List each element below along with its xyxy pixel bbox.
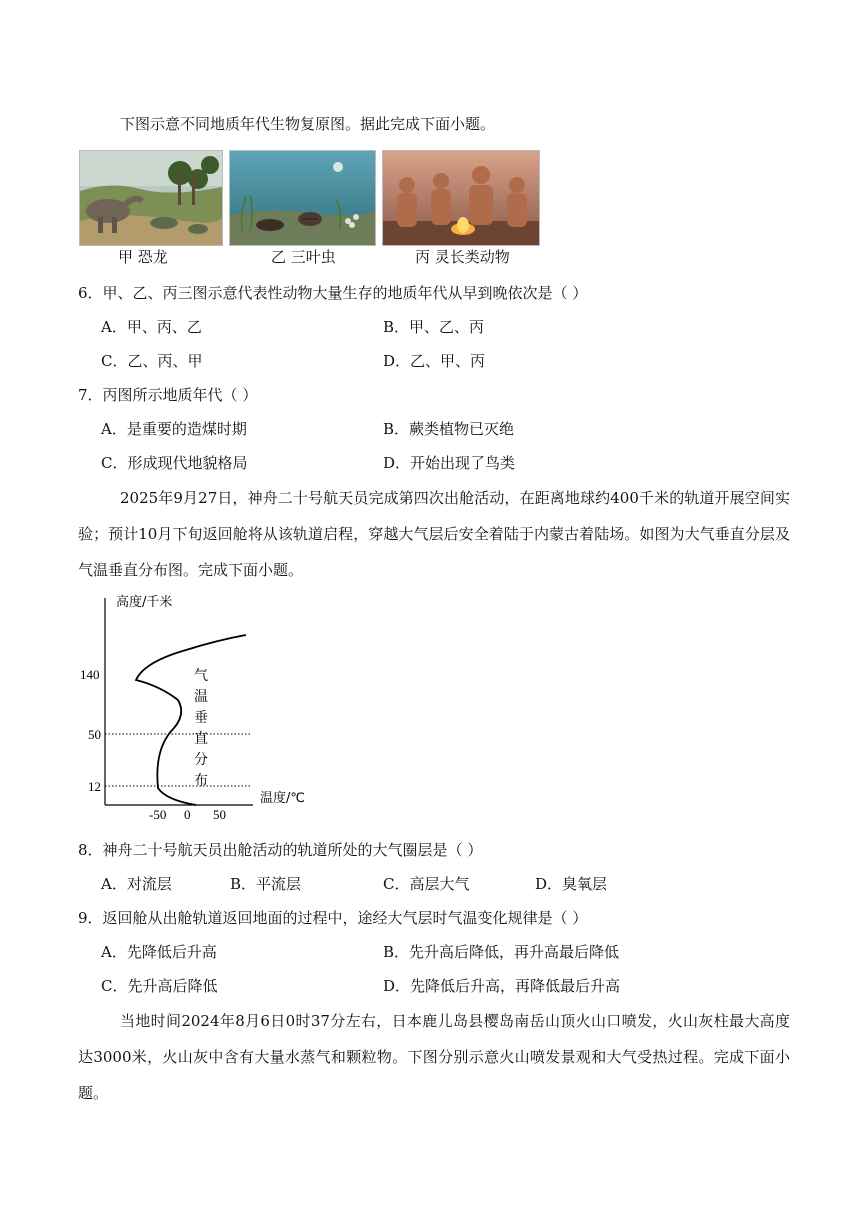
caption-primate: 丙 灵长类动物 bbox=[415, 248, 510, 266]
annotation-char-4: 直 bbox=[194, 731, 208, 747]
intro-paragraph-3: 当地时间2024年8月6日0时37分左右，日本鹿儿岛县樱岛南岳山顶火山口喷发，火山灰柱最大高度达3000米，火山灰中含有大量水蒸气和颗粒物。下图分别示意火山喷发景观和大气受热过程。完成下面小题。 bbox=[78, 1012, 790, 1102]
annotation-char-6: 布 bbox=[194, 773, 208, 789]
xtick-0: 0 bbox=[184, 807, 191, 822]
trilobite-image bbox=[229, 150, 376, 246]
caption-dinosaur: 甲 恐龙 bbox=[118, 248, 168, 266]
question-7: 7．丙图所示地质年代（ ） bbox=[78, 386, 258, 404]
q7-option-b: B．蕨类植物已灭绝 bbox=[383, 420, 515, 438]
q8-option-d: D．臭氧层 bbox=[535, 875, 608, 893]
annotation-char-5: 分 bbox=[194, 752, 208, 768]
ytick-12: 12 bbox=[88, 779, 101, 794]
intro-text: 下图示意不同地质年代生物复原图。据此完成下面小题。 bbox=[120, 115, 496, 133]
temperature-chart bbox=[78, 588, 318, 822]
q9-option-c: C．先升高后降低 bbox=[101, 977, 218, 995]
xtick-minus50: -50 bbox=[149, 807, 167, 822]
caption-trilobite: 乙 三叶虫 bbox=[271, 248, 336, 266]
xtick-50: 50 bbox=[213, 807, 226, 822]
primate-image bbox=[382, 150, 540, 246]
question-8: 8．神舟二十号航天员出舱活动的轨道所处的大气圈层是（ ） bbox=[78, 841, 483, 859]
annotation-char-2: 温 bbox=[194, 689, 208, 705]
q7-option-c: C．形成现代地貌格局 bbox=[101, 454, 248, 472]
q8-option-a: A．对流层 bbox=[101, 875, 172, 893]
q8-option-b: B．平流层 bbox=[230, 875, 302, 893]
ytick-50: 50 bbox=[88, 727, 101, 742]
q9-option-d: D．先降低后升高，再降低最后升高 bbox=[383, 977, 621, 995]
q8-option-c: C．高层大气 bbox=[383, 875, 470, 893]
q6-option-b: B．甲、乙、丙 bbox=[383, 318, 485, 336]
ytick-140: 140 bbox=[80, 667, 100, 682]
q7-option-a: A．是重要的造煤时期 bbox=[101, 420, 247, 438]
dinosaur-image bbox=[79, 150, 223, 246]
temperature-curve bbox=[136, 635, 246, 805]
question-9: 9．返回舱从出舱轨道返回地面的过程中，途经大气层时气温变化规律是（ ） bbox=[78, 909, 588, 927]
q6-option-c: C．乙、丙、甲 bbox=[101, 352, 203, 370]
question-6: 6．甲、乙、丙三图示意代表性动物大量生存的地质年代从早到晚依次是（ ） bbox=[78, 284, 588, 302]
q9-option-a: A．先降低后升高 bbox=[101, 943, 217, 961]
y-axis-label: 高度/千米 bbox=[116, 595, 173, 610]
q9-option-b: B．先升高后降低，再升高最后降低 bbox=[383, 943, 620, 961]
q6-option-d: D．乙、甲、丙 bbox=[383, 352, 486, 370]
x-axis-label: 温度/℃ bbox=[260, 791, 305, 806]
q7-option-d: D．开始出现了鸟类 bbox=[383, 454, 516, 472]
annotation-char-1: 气 bbox=[194, 668, 208, 684]
annotation-char-3: 垂 bbox=[194, 710, 208, 726]
q6-option-a: A．甲、丙、乙 bbox=[101, 318, 202, 336]
curve-annotation bbox=[194, 668, 208, 789]
intro-paragraph-2: 2025年9月27日，神舟二十号航天员完成第四次出舱活动，在距离地球约400千米的轨道开展空间实验；预计10月下旬返回舱将从该轨道启程，穿越大气层后安全着陆于内蒙古着陆场。如图为大气垂直分层及气温垂直分布图。完成下面小题。 bbox=[78, 489, 790, 579]
